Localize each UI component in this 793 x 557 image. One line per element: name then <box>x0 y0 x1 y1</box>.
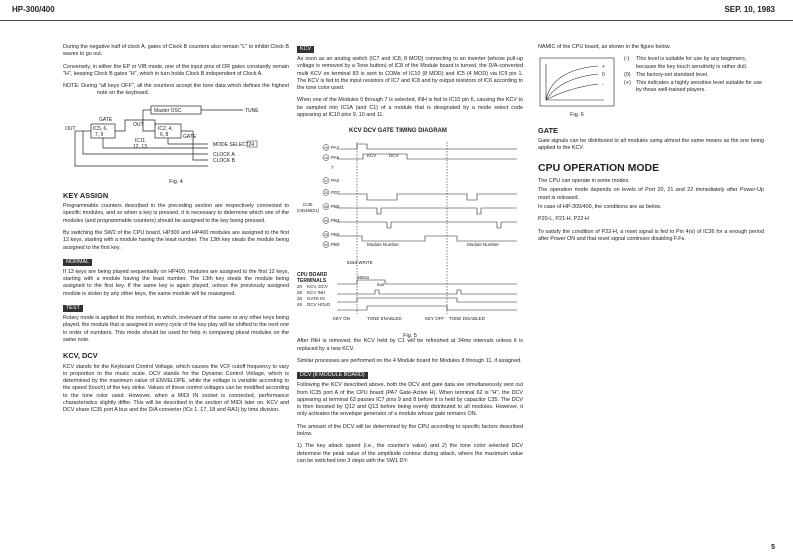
pin-number: 28 <box>324 233 328 238</box>
gate-label: GATE <box>99 116 113 123</box>
column-3 <box>538 44 764 248</box>
event-tone-disabled: TONE DISABLED <box>449 316 485 322</box>
pin-label: PB4 <box>331 218 340 224</box>
terminal-num: 45 <box>297 302 303 308</box>
dt-5: 5us <box>377 282 385 288</box>
paragraph: The operation mode depends on levels of Port 20, 21 and 22 immediately after Power-Up reset is released. <box>538 187 764 201</box>
pin-label: PB2 <box>331 232 340 238</box>
master-osc-label: Master OSC <box>154 107 182 114</box>
column-1 <box>63 44 289 420</box>
paragraph: As soon as an analog switch (IC7 and IC8, 8 MOD) connecting to an inverter (whose pull-up voltage is removed by a Tone button) of IC8 of the Module board is turned, the D/A-converted multi KCV on terminal 83 is sent to COMs of IC10 (8 MOD) and IC5 (4 MOD) via IC9 pin 1. The KCV is fed to the input resistors of IC7 and IC8 and by output resistors of IC6 according to the tone color used. <box>297 56 523 92</box>
dcv-tag: DCV (8 MODULE BOARD) <box>297 372 368 379</box>
pin-label: PA7 <box>331 145 340 151</box>
mode-number: 24 <box>248 141 255 148</box>
paragraph: Similar processes are performed on the 4 Module board for Modules 8 through 11, if assigned. <box>297 357 522 364</box>
paragraph: Programmable counters described in the preceding section are respectively connected to specific modules, and so when a key is pressed, it is necessary to determine which one of the modules (and programmable counters) should be assigned to the key being pressed. <box>63 203 289 224</box>
terminal-gate: GATE IN <box>307 296 325 302</box>
terminal-dcv-hold: DCV HOLD <box>307 302 331 308</box>
paragraph: Following the KCV described above, both the DCV and gate data are simultaneously sent out from IC35 port A of the CPU board (PA7 Gate-Active H). When terminal 62 is "H", the DCV appearing at terminal 63 passes IC7 pins 9 and 8 before it is held by capacitor C35. The DCV is then boosted by Q12 and Q13 before being evenly distributed to all modules. However, it only activates the envelope generator of a module whose gate remains ON. <box>297 382 523 418</box>
pin-number: 22 <box>324 179 328 184</box>
paragraph: NAMIC of the CPU board, as shown in the figure below. <box>538 44 671 50</box>
pin-number: 30 <box>324 243 328 248</box>
module-number-1: Module Number <box>367 242 400 248</box>
fig5-caption: Fig. 5 <box>403 332 417 339</box>
tune-label: TUNE <box>245 107 259 114</box>
terminal-num: 20 <box>297 284 303 290</box>
fig5-timing-diagram <box>297 124 523 338</box>
ic2-label-2: 6, 8 <box>160 131 169 138</box>
legend-item: (-) This level is suitable for use by any beginners, because the key touch sensitivity is rather dull. <box>624 56 748 70</box>
dt-260: 260us <box>357 275 370 281</box>
timing-title: KCV DCV GATE TIMING DIAGRAM <box>349 128 447 135</box>
pin-number: 16 <box>324 156 328 161</box>
page-number: 5 <box>771 544 775 551</box>
note: NOTE: During "all keys OFF", all the counters accept the tone data which defines the highest note on the keyboard. <box>63 83 289 97</box>
cpu-board-label: CPU BOARD <box>297 272 328 279</box>
paragraph: KCV stands for the Keyboard Control Voltage, which causes the VCF cutoff frequency to vary in proportion to the music scale. DCV stands for the Dynamic Control Voltage, which is determined by the maximum value of ENVELOPE, while the voltage is variable according to the speed (touch) of the key strike. Values of these control voltages can be modified according to the tone color used. However, when a MIDI IN socket is connected, performance characteristics slightly differ. This will be described in the section of MIDI later on. KCV and DCV share IC35 port A bus and the D/A converter (ICs 1, 17, 18 and RA1) by time division. <box>63 363 289 414</box>
section-title: KEY ASSIGN <box>63 190 109 200</box>
kcv-label: KCV <box>367 153 377 159</box>
paragraph: P20-L, P21-H, P22-H <box>538 216 589 223</box>
out-mid-label: OUT <box>133 121 144 128</box>
mode-select-label: MODE SELECT <box>213 141 249 148</box>
ic5-label-2: 7, 9 <box>95 131 104 138</box>
paragraph: Conversely, in either the EP or VIB mode, one of the input pins of OR gates constantly remain "H", keeping Clock B gates "H", which in turn holds Clock B independent of Clock A. <box>63 63 289 77</box>
legend-item: (0) The factory-set standard level. <box>624 71 709 78</box>
pin-label: 7 <box>331 165 334 171</box>
paragraph: During the negative half of clock A, gates of Clock B counters also remain "L" to inhibit Clock B waves to go out. <box>63 44 289 58</box>
clock-b-label: CLOCK B <box>213 157 235 164</box>
pin-label: PA6 <box>331 155 340 161</box>
pin-number: 26 <box>324 219 328 224</box>
fig6-row <box>538 56 764 119</box>
terminal-kcv: KCV, DCV <box>307 284 328 290</box>
curve-zero: 0 <box>602 72 605 79</box>
fig6-svg <box>538 56 616 108</box>
section-title: KCV, DCV <box>63 351 98 361</box>
clock-a-label: CLOCK A <box>213 151 235 158</box>
event-tone-enabled: TONE ENABLED <box>367 316 402 322</box>
pin-label: PD7 <box>331 190 340 196</box>
terminals-label: TERMINALS <box>297 278 327 285</box>
paragraph: Gate signals can be distributed to all modules using almost the same means as the one being applied to the KCV. <box>538 138 764 152</box>
fig4-svg <box>63 104 289 176</box>
pin-label: PB0 <box>331 242 340 248</box>
paragraph: The amount of the DCV will be determined by the CPU according to specific factors described below. <box>297 423 523 438</box>
gate-mid-label: GATE <box>183 133 197 140</box>
fig4-caption: Fig. 4 <box>169 179 183 186</box>
fig4-block-diagram <box>63 104 289 184</box>
page-header <box>0 0 793 21</box>
paragraph: In case of HP-300/400, the conditions are as below. <box>538 203 662 210</box>
ic5-label: IC5, 6, <box>93 125 108 132</box>
pin-label: PA0 <box>331 178 340 184</box>
pin-number: 15 <box>324 146 328 151</box>
module-number-2: Module Number <box>467 242 500 248</box>
fig6-caption: Fig. 6 <box>570 111 584 118</box>
paragraph: After INH is removed, the KCV held by C1 will be refreshed at 34ms intervals unless it is replaced by a new KCV. <box>297 338 523 352</box>
column-2 <box>297 44 523 470</box>
paragraph: The CPU can operate in some modes. <box>538 178 630 185</box>
ic11-pins: 12, 13 <box>133 143 147 150</box>
pin-number: 33 <box>324 191 328 196</box>
paragraph: 1) The key attack speed (i.e., the counter's value) and 2) the tone color selected DCV determine the peak value of the amplitude contour during attack, where the maximum value can be switched into 3 steps with the SW1 DY- <box>297 443 523 464</box>
paragraph: If 13 keys are being played sequentially on HP400, modules are assigned to the first 12 keys, starting with a module having the least number. The 13th key steals the module being assigned to the first key. If the same key is again played, unless the previously assigned module is stolen by any other keys, the same module will be reassigned. <box>63 268 289 297</box>
fig5-svg <box>297 124 523 329</box>
fig6 <box>538 56 616 119</box>
event-key-off: KEY OFF <box>425 316 445 322</box>
ic35-label: IC35 <box>303 202 313 208</box>
paragraph: To satisfy the condition of P22-H, a reset signal is fed to Pin 4(s) of IC36 for a enough period after Power ON and that reset signal continues disabling F.Fs. <box>538 228 764 242</box>
curve-minus: - <box>602 82 604 89</box>
pin-rows <box>323 145 340 248</box>
fig6-legend <box>624 56 764 119</box>
terminal-num: 26 <box>297 296 303 302</box>
normal-tag: NORMAL <box>63 259 92 266</box>
ic11-label: IC11 <box>135 137 146 144</box>
event-key-on: KEY ON <box>333 316 350 322</box>
section-title-large: CPU OPERATION MODE <box>538 161 660 174</box>
ic2-label: IC2, 4, <box>158 125 173 132</box>
write-label: 8253 WRITE <box>347 260 373 266</box>
paragraph: By switching the SW2 of the CPU board, HP300 and HP400 modules are assigned to the first 12 keys, starting with a module having the least number. The 13th key steals the module being assigned to the first key. <box>63 229 289 251</box>
waveforms <box>337 142 517 314</box>
paragraph: Rotary mode is applied to this method, in which, irrelevant of the same or any other keys being played, the module that is assigned in every cycle of the key play will be shifted to the next one in order of numbers. This mode should be used for help in comparing plural modules on the same note. <box>63 315 289 343</box>
dcv-label: DCV <box>389 153 399 159</box>
out-label: OUT <box>65 125 76 132</box>
terminal-num: 28 <box>297 290 303 296</box>
section-title: GATE <box>538 125 558 135</box>
legend-item: (+) This indicates a highly sensitive level suitable for use by those well-trained players. <box>624 79 763 94</box>
ic35-sub: (HD46821) <box>297 208 320 214</box>
header-model: HP-300/400 <box>12 5 55 14</box>
terminal-inh: KCV INH <box>307 290 326 296</box>
paragraph: When one of the Modules 0 through 7 is selected, INH is fed to IC10 pin 6, causing the KCV to be sampled into IC1A (and C1) of a module that is designated by a mode select code appearing at IC10 pins 9, 10 and 11. <box>297 97 523 119</box>
kcv-tag: KCV <box>297 46 314 53</box>
pin-number: 38 <box>324 205 328 210</box>
pin-label: PB6 <box>331 204 340 210</box>
test-tag: TEST <box>63 305 83 312</box>
header-date: SEP. 10, 1983 <box>724 5 775 14</box>
curve-plus: + <box>602 64 605 71</box>
